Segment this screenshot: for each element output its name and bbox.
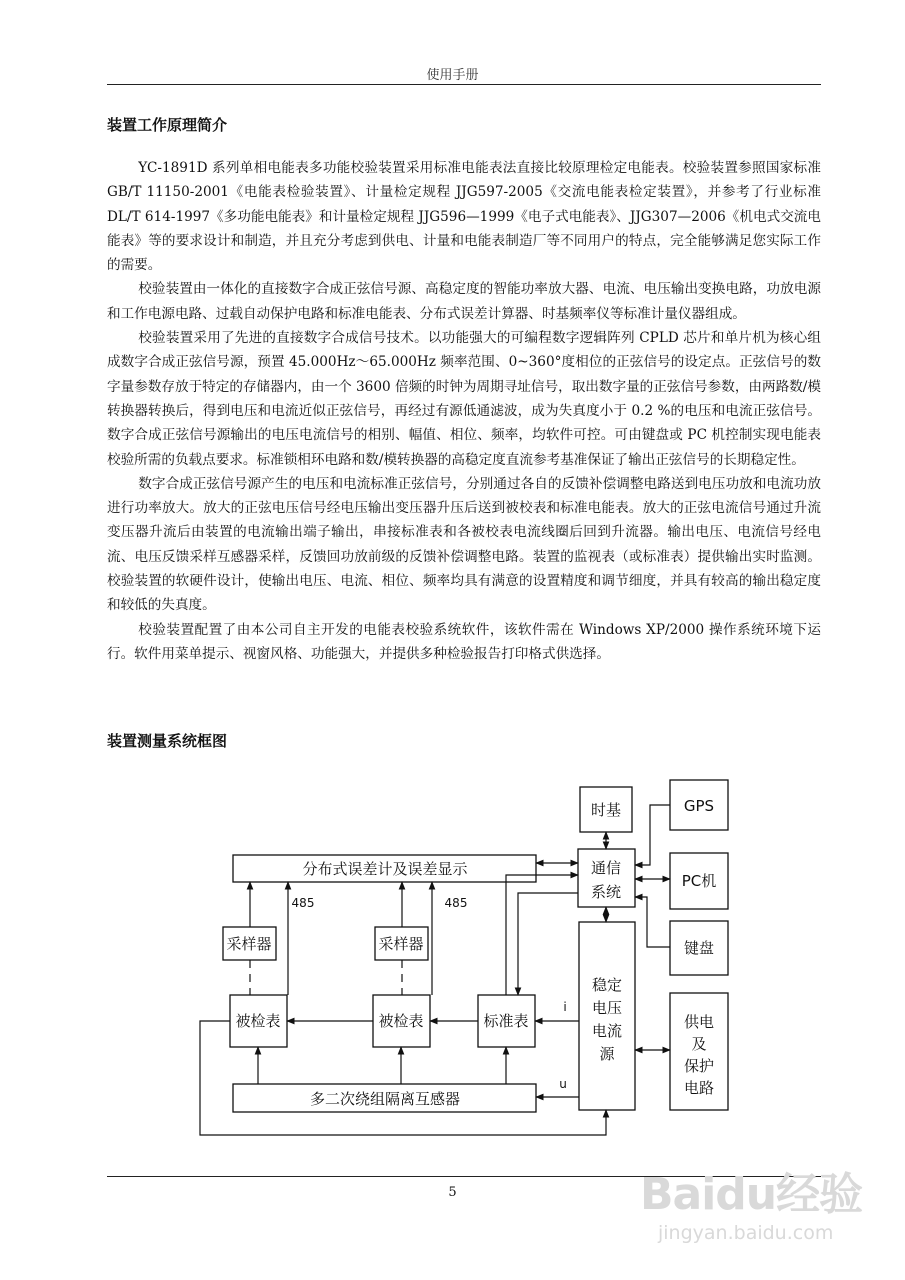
gps-label: GPS <box>683 797 715 815</box>
supply-label: 及 <box>691 1035 707 1053</box>
meter-label: 被检表 <box>235 1012 281 1030</box>
header-divider <box>107 84 821 85</box>
block-diagram <box>185 775 785 1155</box>
comm-label: 通信 <box>590 859 622 877</box>
current-label: i <box>563 1000 567 1014</box>
standard-meter-label: 标准表 <box>483 1012 529 1030</box>
watermark-logo: Baidu经验 <box>640 1169 863 1220</box>
source-label: 源 <box>599 1045 615 1063</box>
paragraph: YC-1891D 系列单相电能表多功能校验装置采用标准电能表法直接比较原理检定电能表。校验装置参照国家标准 GB/T 11150-2001《电能表检验装置》、计量检定规程 JJG597-2005《交流电能表检定装置》，并参考了行业标准 DL/T 614-1997《多功能电能表》和计量检定规程 JJG596—1999《电子式电能表》、JJG307—2006《机电式交流电能表》等的要求设计和制造，并且充分考虑到供电、计量和电能表制造厂等不同用户的特点，完全能够满足您实际工作的需要。 <box>107 160 821 274</box>
timebase-label: 时基 <box>590 801 622 819</box>
sampler-label: 采样器 <box>226 935 272 953</box>
source-label: 电流 <box>591 1022 623 1040</box>
paragraph: 校验装置由一体化的直接数字合成正弦信号源、高稳定度的智能功率放大器、电流、电压输出变换电路，功放电源和工作电源电路、过载自动保护电路和标准电能表、分布式误差计算器、时基频率仪等标准计量仪器组成。 <box>107 281 821 322</box>
current-return-arrow <box>200 1021 606 1135</box>
bus-485-label: 485 <box>444 896 468 910</box>
error-display-label: 分布式误差计及误差显示 <box>302 860 468 878</box>
pc-label: PC机 <box>681 872 717 890</box>
sampler-label: 采样器 <box>378 935 424 953</box>
link-arrow <box>635 805 670 865</box>
supply-label: 保护 <box>683 1057 715 1075</box>
meter-label: 被检表 <box>378 1012 424 1030</box>
supply-label: 供电 <box>683 1013 715 1031</box>
section-title-diagram: 装置测量系统框图 <box>107 732 228 750</box>
keyboard-label: 键盘 <box>683 939 715 957</box>
paragraph: 校验装置采用了先进的直接数字合成信号技术。以功能强大的可编程数字逻辑阵列 CPLD 芯片和单片机为核心组成数字合成正弦信号源，预置 45.000Hz～65.000Hz 频率范围、0~360°度相位的正弦信号的设定点。正弦信号的数字量参数存放于特定的存储器内，由一个 3600 倍频的时钟为周期寻址信号，取出数字量的正弦信号参数，由两路数/模转换器转换后，得到电压和电流近似正弦信号，再经过有源低通滤波，成为失真度小于 0.2 %的电压和电流正弦信号。数字合成正弦信号源输出的电压电流信号的相别、幅值、相位、频率，均软件可控。可由键盘或 PC 机控制实现电能表校验所需的负载点要求。标准锁相环电路和数/模转换器的高稳定度直流参考基准保证了输出正弦信号的长期稳定性。 <box>107 330 821 468</box>
paragraph: 校验装置配置了由本公司自主开发的电能表校验系统软件，该软件需在 Windows XP/2000 操作系统环境下运行。软件用菜单提示、视窗风格、功能强大，并提供多种检验报告打印格式供选择。 <box>107 621 821 662</box>
bus-485-label: 485 <box>291 896 315 910</box>
principle-body <box>107 156 821 666</box>
link-arrow <box>518 893 578 995</box>
source-label: 稳定 <box>591 976 623 994</box>
page-number: 5 <box>448 1185 457 1200</box>
watermark <box>640 1158 890 1268</box>
watermark-url: jingyan.baidu.com <box>658 1222 834 1244</box>
paragraph: 数字合成正弦信号源产生的电压和电流标准正弦信号，分别通过各自的反馈补偿调整电路送到电压功放和电流功放进行功率放大。放大的正弦电压信号经电压输出变压器升压后送到被校表和标准电能表。放大的正弦电流信号通过升流变压器升流后由装置的电流输出端子输出，串接标准表和各被校表电流线圈后回到升流器。输出电压、电流信号经电流、电压反馈采样互感器采样，反馈回功放前级的反馈补偿调整电路。装置的监视表（或标准表）提供输出实时监测。校验装置的软硬件设计，使输出电压、电流、相位、频率均具有满意的设置精度和调节细度，并具有较高的输出稳定度和较低的失真度。 <box>107 475 821 614</box>
page-header: 使用手册 <box>426 68 479 83</box>
source-label: 电压 <box>591 999 623 1017</box>
supply-label: 电路 <box>683 1079 715 1097</box>
transformer-label: 多二次绕组隔离互感器 <box>309 1090 461 1108</box>
comm-label: 系统 <box>590 883 622 901</box>
section-title-principle: 装置工作原理简介 <box>107 116 228 134</box>
link-arrow <box>635 897 670 947</box>
voltage-label: u <box>559 1077 567 1091</box>
